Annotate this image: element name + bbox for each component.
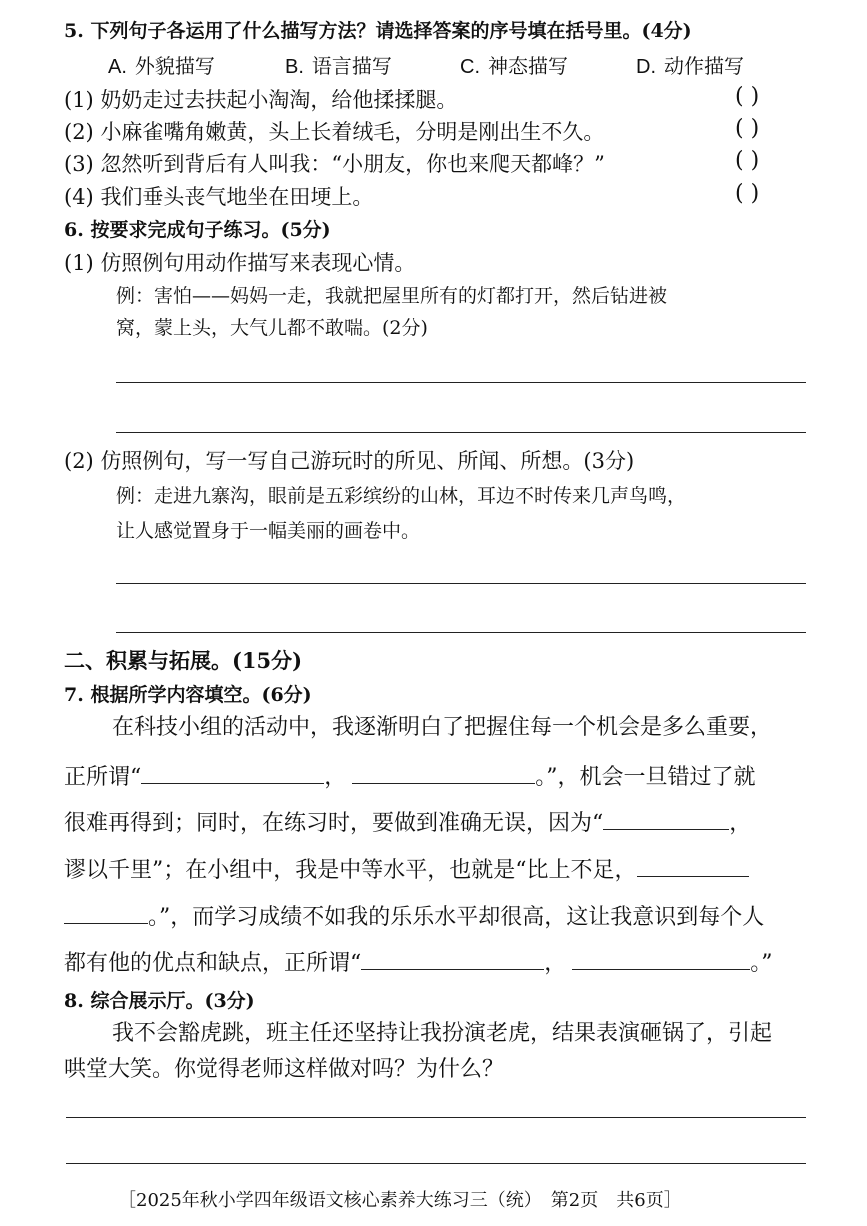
answer-line[interactable] bbox=[116, 583, 806, 584]
option-a: A. 外貌描写 bbox=[108, 54, 215, 78]
option-b: B. 语言描写 bbox=[285, 54, 392, 78]
fill-blank[interactable] bbox=[352, 761, 535, 784]
q7-line-1: 在科技小组的活动中，我逐渐明白了把握住每一个机会是多么重要， bbox=[112, 715, 773, 740]
fill-blank[interactable] bbox=[637, 854, 749, 877]
answer-paren-1[interactable]: ( ) bbox=[735, 84, 760, 109]
option-d: D. 动作描写 bbox=[636, 54, 744, 78]
q5-item-4: (4) 我们垂头丧气地坐在田埂上。 bbox=[64, 185, 374, 209]
answer-line[interactable] bbox=[66, 1117, 806, 1118]
q6-sub2-example-line1: 例：走进九寨沟，眼前是五彩缤纷的山林，耳边不时传来几声鸟鸣， bbox=[116, 485, 687, 507]
answer-line[interactable] bbox=[116, 632, 806, 633]
fill-blank[interactable] bbox=[572, 947, 750, 970]
answer-line[interactable] bbox=[116, 382, 806, 383]
fill-blank[interactable] bbox=[603, 807, 729, 830]
answer-paren-3[interactable]: ( ) bbox=[735, 148, 760, 173]
q7-line-5: 。”，而学习成绩不如我的乐乐水平却很高，这让我意识到每个人 bbox=[64, 900, 764, 931]
q6-sub1-example-line2: 窝，蒙上头，大气儿都不敢喘。(2分) bbox=[116, 317, 428, 339]
q6-title: 6. 按要求完成句子练习。(5分) bbox=[64, 219, 331, 241]
q7-line-4: 谬以千里”；在小组中，我是中等水平，也就是“比上不足， bbox=[64, 853, 749, 884]
q7-title: 7. 根据所学内容填空。(6分) bbox=[64, 684, 312, 706]
q8-line-2: 哄堂大笑。你觉得老师这样做对吗？为什么？ bbox=[64, 1057, 505, 1082]
q6-sub2: (2) 仿照例句，写一写自己游玩时的所见、所闻、所想。(3分) bbox=[64, 449, 635, 473]
q8-title: 8. 综合展示厅。(3分) bbox=[64, 990, 255, 1012]
q7-line-3: 很难再得到；同时，在练习时，要做到准确无误，因为“ ， bbox=[64, 806, 751, 837]
fill-blank[interactable] bbox=[361, 947, 544, 970]
fill-blank[interactable] bbox=[141, 761, 324, 784]
answer-paren-4[interactable]: ( ) bbox=[735, 181, 760, 206]
section-2-title: 二、积累与拓展。(15分) bbox=[64, 648, 303, 673]
q5-item-2: (2) 小麻雀嘴角嫩黄，头上长着绒毛，分明是刚出生不久。 bbox=[64, 120, 605, 144]
q5-title: 5. 下列句子各运用了什么描写方法？请选择答案的序号填在括号里。(4分) bbox=[64, 20, 692, 42]
q7-line-6: 都有他的优点和缺点，正所谓“ ， 。” bbox=[64, 946, 773, 977]
answer-line[interactable] bbox=[116, 432, 806, 433]
q6-sub2-example-line2: 让人感觉置身于一幅美丽的画卷中。 bbox=[116, 520, 421, 542]
q6-sub1-example-line1: 例：害怕——妈妈一走，我就把屋里所有的灯都打开，然后钻进被 bbox=[116, 285, 668, 307]
answer-line[interactable] bbox=[66, 1163, 806, 1164]
q8-line-1: 我不会豁虎跳，班主任还坚持让我扮演老虎，结果表演砸锅了，引起 bbox=[112, 1021, 773, 1046]
fill-blank[interactable] bbox=[64, 901, 148, 924]
option-c: C. 神态描写 bbox=[460, 54, 568, 78]
q6-sub1: (1) 仿照例句用动作描写来表现心情。 bbox=[64, 251, 416, 275]
q5-item-1: (1) 奶奶走过去扶起小淘淘，给他揉揉腿。 bbox=[64, 88, 458, 112]
page-footer: ［2025年秋小学四年级语文核心素养大练习三（统） 第2页 共6页］ bbox=[118, 1190, 682, 1211]
q7-line-2: 正所谓“ ， 。”，机会一旦错过了就 bbox=[64, 760, 756, 791]
answer-paren-2[interactable]: ( ) bbox=[735, 116, 760, 141]
q5-item-3: (3) 忽然听到背后有人叫我：“小朋友，你也来爬天都峰？” bbox=[64, 152, 605, 176]
